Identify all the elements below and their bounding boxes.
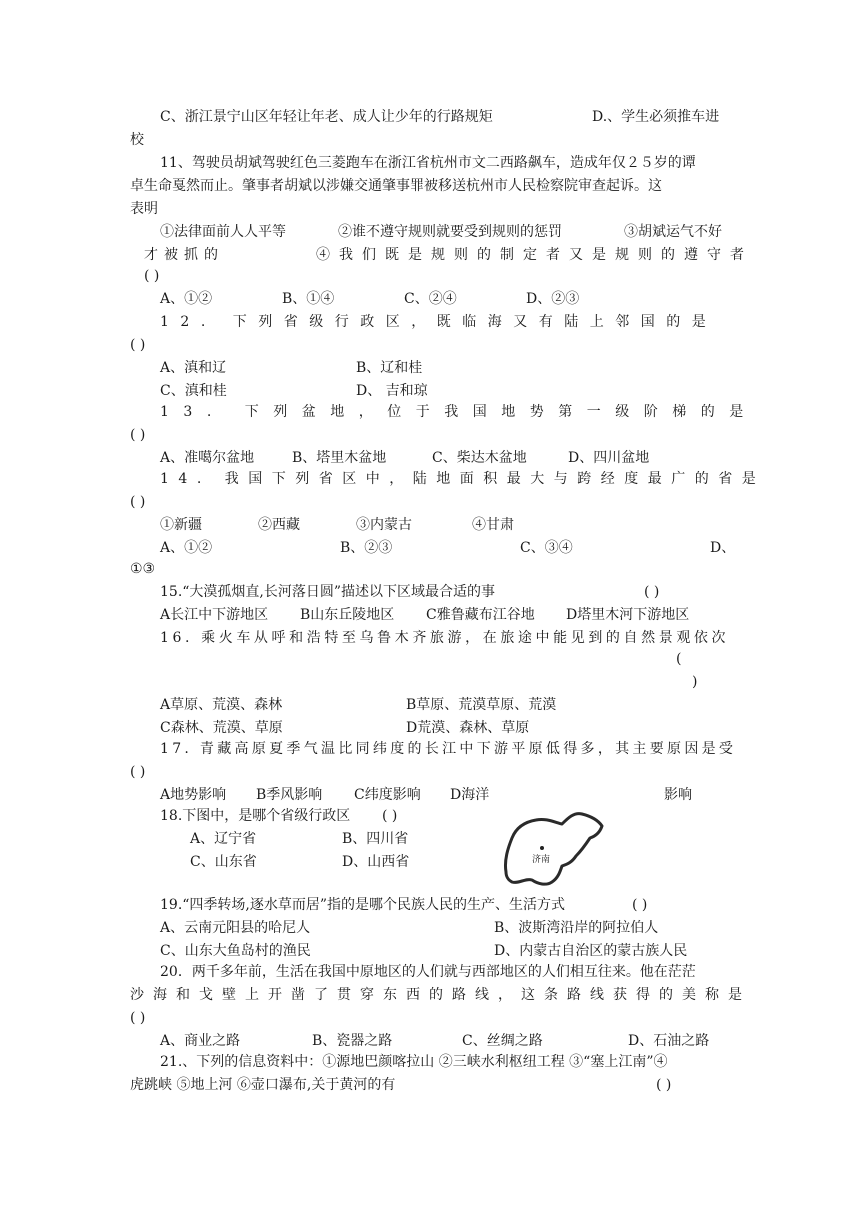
q14-answer-paren: ( ) <box>130 494 146 510</box>
q20-stem-line1: 20．两千多年前，生活在我国中原地区的人们就与西部地区的人们相互往来。他在茫茫 <box>160 964 696 980</box>
q19-option-a: A、云南元阳县的哈尼人 <box>160 920 311 936</box>
q20-option-c: C、丝绸之路 <box>462 1033 543 1049</box>
q14-item-3: ③内蒙古 <box>356 517 412 533</box>
q15-option-d: D塔里木河下游地区 <box>566 607 690 623</box>
q16-option-d: D荒漠、森林、草原 <box>406 720 530 736</box>
q11-option-d: D、②③ <box>526 291 580 307</box>
q18-stem: 18.下图中，是哪个省级行政区 <box>160 808 351 824</box>
q14-option-d-wrap: ①③ <box>130 561 156 577</box>
q11-statement-4: ④我们既是规则的制定者又是规则的遵守者 <box>316 247 753 263</box>
q20-answer-paren: ( ) <box>130 1010 146 1026</box>
q10-option-c: C、浙江景宁山区年轻让年老、成人让少年的行路规矩 <box>160 109 493 125</box>
q18-option-c: C、山东省 <box>190 854 257 870</box>
q14-option-b: B、②③ <box>340 540 393 556</box>
q11-stem-line2: 卓生命戛然而止。肇事者胡斌以涉嫌交通肇事罪被移送杭州市人民检察院审查起诉。这 <box>130 178 662 194</box>
q21-stem-line2: 虎跳峡 ⑤地上河 ⑥壶口瀑布,关于黄河的有 <box>130 1077 396 1093</box>
q11-stem-line3: 表明 <box>130 201 158 217</box>
q11-stem-line1: 11、驾驶员胡斌驾驶红色三菱跑车在浙江省杭州市文二西路飙车，造成年仅２５岁的谭 <box>160 155 696 171</box>
q12-option-c: C、滇和桂 <box>160 383 227 399</box>
q16-stem: 16. 乘火车从呼和浩特至乌鲁木齐旅游，在旅途中能见到的自然景观依次 <box>160 630 730 646</box>
q17-option-b: B季风影响 <box>256 787 323 803</box>
q12-option-a: A、滇和辽 <box>160 360 227 376</box>
q15-answer-paren: ( ) <box>644 584 660 600</box>
q14-item-2: ②西藏 <box>258 517 300 533</box>
q17-option-d: D海洋 <box>450 787 490 803</box>
q16-paren-close: ) <box>692 674 698 690</box>
q16-option-b: B草原、荒漠草原、荒漠 <box>406 697 557 713</box>
q11-option-c: C、②④ <box>404 291 457 307</box>
q10-option-d-wrap: 校 <box>130 132 144 148</box>
q15-option-c: C雅鲁藏布江谷地 <box>426 607 535 623</box>
q12-option-d: D、 吉和琼 <box>356 383 428 399</box>
q16-option-c: C森林、荒漠、草原 <box>160 720 283 736</box>
q17-option-a: A地势影响 <box>160 787 227 803</box>
q13-option-d: D、四川盆地 <box>568 450 650 466</box>
q21-stem-line1: 21.、下列的信息资料中：①源地巴颜喀拉山 ②三峡水利枢纽工程 ③“塞上江南”④ <box>160 1054 668 1070</box>
q13-option-b: B、塔里木盆地 <box>292 450 387 466</box>
q19-option-d: D、内蒙古自治区的蒙古族人民 <box>494 943 688 959</box>
q11-option-b: B、①④ <box>282 291 335 307</box>
q20-stem-line2: 沙海和戈壁上开凿了贯穿东西的路线，这条路线获得的美称是 <box>130 987 751 1003</box>
q11-statement-2: ②谁不遵守规则就要受到规则的惩罚 <box>338 224 562 240</box>
q16-paren-open: ( <box>676 651 682 667</box>
q20-option-b: B、瓷器之路 <box>312 1033 393 1049</box>
q18-option-d: D、山西省 <box>342 854 410 870</box>
q13-answer-paren: ( ) <box>130 427 146 443</box>
q12-stem: 12. 下列省级行政区，既临海又有陆上邻国的是 <box>160 314 718 330</box>
q18-answer-paren: ( ) <box>382 808 398 824</box>
q17-stem: 17. 青藏高原夏季气温比同纬度的长江中下游平原低得多，其主要原因是受 <box>160 741 737 757</box>
q11-statement-1: ①法律面前人人平等 <box>160 224 286 240</box>
q14-option-d: D、 <box>710 540 736 556</box>
q18-option-b: B、四川省 <box>342 831 409 847</box>
q14-option-a: A、①② <box>160 540 213 556</box>
q14-option-c: C、③④ <box>520 540 573 556</box>
province-outline-map <box>502 808 604 888</box>
q11-statement-3-wrap: 才被抓的 <box>144 247 224 263</box>
q15-stem: 15.“大漠孤烟直,长河落日圆”描述以下区域最合适的事 <box>160 584 496 600</box>
q17-option-c: C纬度影响 <box>354 787 421 803</box>
q19-option-b: B、波斯湾沿岸的阿拉伯人 <box>494 920 659 936</box>
q12-option-b: B、辽和桂 <box>356 360 423 376</box>
q18-option-a: A、辽宁省 <box>190 831 257 847</box>
q17-answer-paren: ( ) <box>130 764 146 780</box>
q20-option-d: D、石油之路 <box>628 1033 710 1049</box>
q15-option-b: B山东丘陵地区 <box>300 607 395 623</box>
q19-answer-paren: ( ) <box>632 897 648 913</box>
q17-option-d-tail: 影响 <box>664 787 692 803</box>
q16-option-a: A草原、荒漠、森林 <box>160 697 283 713</box>
q12-answer-paren: ( ) <box>130 337 146 353</box>
map-city-label: 济南 <box>532 855 551 865</box>
q21-answer-paren: ( ) <box>656 1077 672 1093</box>
q10-option-d: D.、学生必须推车进 <box>592 109 720 125</box>
q11-statement-3: ③胡斌运气不好 <box>624 224 722 240</box>
q19-stem: 19.“四季转场,逐水草而居”指的是哪个民族人民的生产、生活方式 <box>160 897 566 913</box>
q15-option-a: A长江中下游地区 <box>160 607 269 623</box>
shandong-outline <box>502 808 604 888</box>
q13-stem: 13. 下列盆地，位于我国地势第一级阶梯的是 <box>160 404 758 420</box>
q20-option-a: A、商业之路 <box>160 1033 241 1049</box>
q19-option-c: C、山东大鱼岛村的渔民 <box>160 943 311 959</box>
q14-stem: 14. 我国下列省区中，陆地面积最大与跨经度最广的省是 <box>160 471 766 487</box>
q13-option-c: C、柴达木盆地 <box>432 450 527 466</box>
q11-answer-paren: ( ) <box>144 268 160 284</box>
q14-item-4: ④甘肃 <box>472 517 514 533</box>
q14-item-1: ①新疆 <box>160 517 202 533</box>
q11-option-a: A、①② <box>160 291 213 307</box>
q13-option-a: A、准噶尔盆地 <box>160 450 255 466</box>
